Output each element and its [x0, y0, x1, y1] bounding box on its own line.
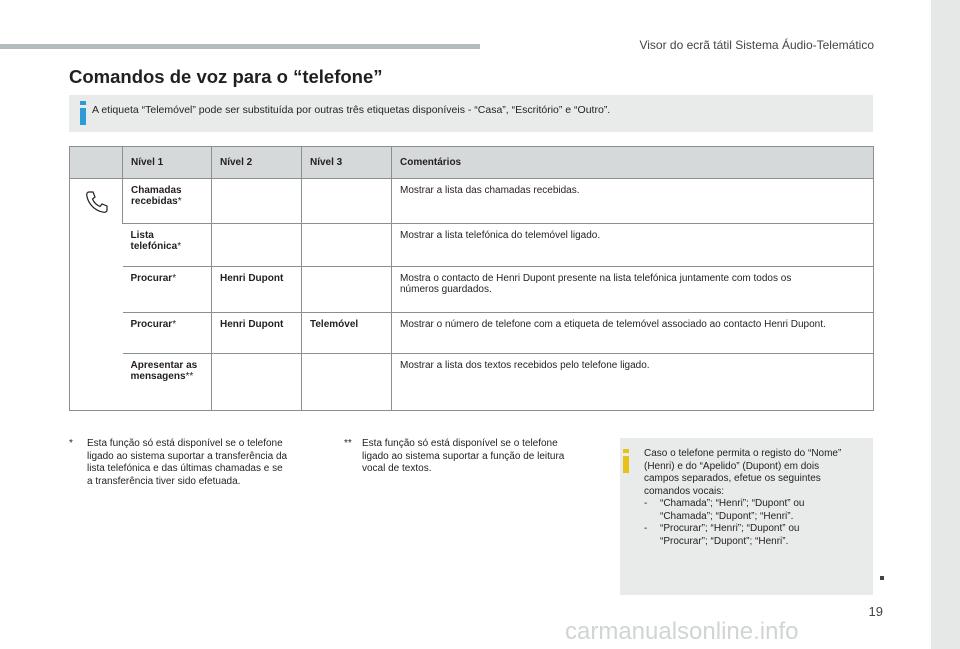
header-level-3: Nível 3: [302, 147, 392, 179]
comment-cell: Mostrar a lista dos textos recebidos pelo telefone ligado.: [392, 354, 874, 411]
level-1-cell: Apresentar as mensagens**: [123, 354, 212, 411]
header-level-1: Nível 1: [123, 147, 212, 179]
level-1-cell: Procurar*: [123, 267, 212, 313]
table-row: [70, 224, 874, 267]
section-title: Visor do ecrã tátil Sistema Áudio-Telemático: [639, 38, 874, 52]
level-2-cell: Henri Dupont: [212, 313, 302, 354]
info-icon: [622, 449, 630, 473]
header-icon-col: [70, 147, 123, 179]
footnote-text: Esta função só está disponível se o telefone ligado ao sistema suportar a função de leitura vocal de textos.: [362, 438, 565, 474]
table-header-row: [70, 147, 874, 179]
page-title: Comandos de voz para o “telefone”: [69, 66, 383, 87]
level-2-cell: [212, 354, 302, 411]
phone-icon-cell: [70, 179, 123, 411]
comment-cell: Mostrar a lista das chamadas recebidas.: [392, 179, 874, 224]
page-end-mark: [880, 576, 884, 580]
level-2-cell: Henri Dupont: [212, 267, 302, 313]
footnote-single: [69, 438, 329, 498]
footnote-text: Esta função só está disponível se o telefone ligado ao sistema suportar a transferência da lista telefónica e das últimas chamadas e se a transferência tiver sido efetuada.: [87, 438, 288, 487]
comment-cell: Mostra o contacto de Henri Dupont presente na lista telefónica juntamente com todos os números guardados.: [392, 267, 874, 313]
level-2-cell: [212, 179, 302, 224]
level-1-cell: Lista telefónica*: [123, 224, 212, 267]
header-level-2: Nível 2: [212, 147, 302, 179]
footnote-mark: *: [69, 438, 73, 449]
table-row: [70, 267, 874, 313]
info-text: A etiqueta “Telemóvel” pode ser substituída por outras três etiquetas disponíveis - “Casa”, “Escritório” e “Outro”.: [92, 104, 611, 116]
table-row: [70, 313, 874, 354]
info-icon: [79, 101, 87, 125]
comment-cell: Mostrar o número de telefone com a etiqueta de telemóvel associado ao contacto Henri Dupont.: [392, 313, 874, 354]
page-number: 19: [868, 604, 883, 619]
level-3-cell: [302, 267, 392, 313]
phone-icon: [84, 189, 110, 215]
level-1-cell: Procurar*: [123, 313, 212, 354]
info-box: [69, 95, 873, 132]
footnote-double: [344, 438, 604, 498]
table-row: [70, 354, 874, 411]
watermark: carmanualsonline.info: [565, 618, 799, 645]
comment-cell: Mostrar a lista telefónica do telemóvel ligado.: [392, 224, 874, 267]
level-3-cell: Telemóvel: [302, 313, 392, 354]
level-3-cell: [302, 179, 392, 224]
level-3-cell: [302, 354, 392, 411]
note-box: [620, 438, 873, 595]
header-rule: [0, 44, 480, 49]
level-3-cell: [302, 224, 392, 267]
table-row: [70, 179, 874, 224]
note-text: Caso o telefone permita o registo do “Nome” (Henri) e do “Apelido” (Dupont) em dois campos separados, efetue os seguintes comandos vocais: - “Chamada”; “Henri”; “Dupont” ou “Chamada”; “Dupont”; “Henri”. - “Procurar”; “Henri”; “Dupont” ou “Procurar”; “Dupont”; “Henri”.: [644, 448, 842, 547]
level-1-cell: Chamadas recebidas*: [123, 179, 212, 224]
header-comments: Comentários: [392, 147, 874, 179]
level-2-cell: [212, 224, 302, 267]
voice-commands-table: [69, 146, 874, 411]
page-edge-strip: [931, 0, 960, 649]
footnote-mark: **: [344, 438, 352, 449]
